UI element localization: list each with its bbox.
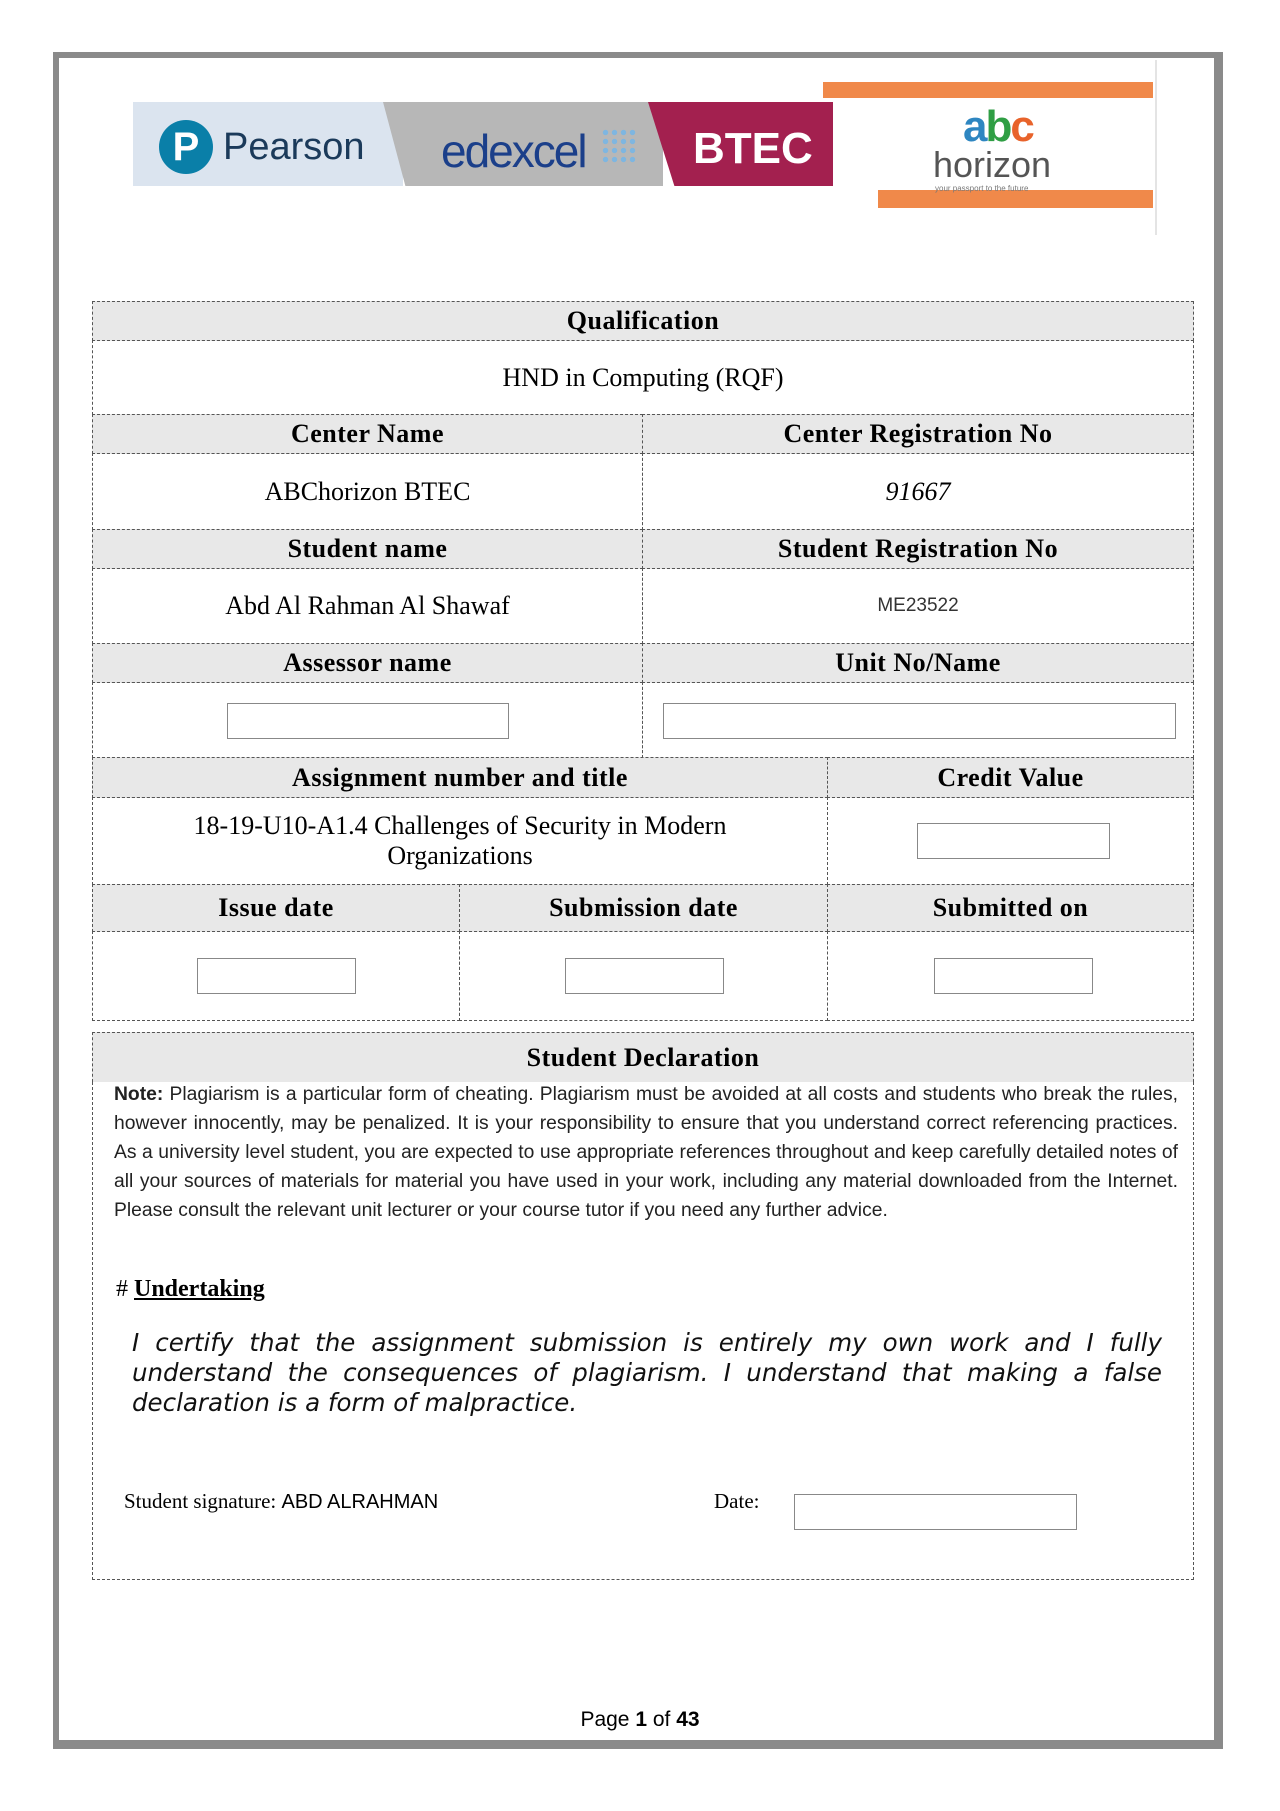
center-registration-header: Center Registration No xyxy=(642,414,1194,454)
undertaking-title xyxy=(116,1276,265,1303)
issue-date-field[interactable] xyxy=(197,958,356,994)
undertaking-label: Undertaking xyxy=(134,1276,265,1302)
abc-logo-text: abc xyxy=(963,102,1033,151)
note-label: Note: xyxy=(114,1084,164,1105)
unit-name-field[interactable] xyxy=(663,703,1176,739)
credit-value-field[interactable] xyxy=(917,823,1110,859)
issue-date-header: Issue date xyxy=(92,884,460,932)
plagiarism-note xyxy=(114,1080,1178,1225)
note-text: Plagiarism is a particular form of cheating. Plagiarism must be avoided at all costs and students who break the rules, however innocently, may be penalized. It is your responsibility to ensure that you understand correct referencing practices. As a university level student, you are expected to use appropriate references throughout and keep carefully detailed notes of all your sources of materials for material you have used in your work, including any material downloaded from the Internet. Please consult the relevant unit lecturer or your course tutor if you need any further advice. xyxy=(114,1084,1178,1221)
unit-name-header: Unit No/Name xyxy=(642,643,1194,683)
page-total: 43 xyxy=(676,1708,700,1731)
pearson-logo-text: Pearson xyxy=(223,126,365,168)
pearson-logo-icon: P xyxy=(159,120,213,174)
assessor-name-field[interactable] xyxy=(227,703,509,739)
qualification-header: Qualification xyxy=(92,301,1194,341)
assessor-name-header: Assessor name xyxy=(92,643,643,683)
declaration-header: Student Declaration xyxy=(92,1032,1194,1082)
credit-value-header: Credit Value xyxy=(827,757,1194,798)
banner-divider xyxy=(1155,60,1157,235)
signature-row xyxy=(124,1489,438,1514)
signature-value: ABD ALRAHMAN xyxy=(281,1491,439,1513)
horizon-logo-text: horizon xyxy=(933,144,1052,185)
student-name-value: Abd Al Rahman Al Shawaf xyxy=(92,568,643,644)
center-name-value: ABChorizon BTEC xyxy=(92,453,643,530)
page-prefix: Page xyxy=(580,1708,636,1731)
edexcel-logo-text: edexcel xyxy=(441,125,586,177)
student-registration-value: ME23522 xyxy=(642,568,1194,644)
assignment-header: Assignment number and title xyxy=(92,757,828,798)
edexcel-dots-icon xyxy=(601,128,637,164)
logo-banner xyxy=(133,80,1153,215)
certify-statement: I certify that the assignment submission is entirely my own work and I fully understand the consequences of plagiarism. I understand that making a false declaration is a form of malpractice. xyxy=(132,1328,1162,1417)
submitted-on-field[interactable] xyxy=(934,958,1093,994)
student-name-header: Student name xyxy=(92,529,643,569)
btec-logo-text: BTEC xyxy=(693,124,813,173)
signature-label: Student signature: xyxy=(124,1489,282,1513)
declaration-date-field[interactable] xyxy=(794,1494,1077,1530)
assignment-value: 18-19-U10-A1.4 Challenges of Security in Modern Organizations xyxy=(92,797,828,885)
submission-date-header: Submission date xyxy=(459,884,828,932)
undertaking-hash: # xyxy=(116,1276,134,1302)
banner-orange-stripe-top xyxy=(823,82,1153,98)
page-number xyxy=(0,1708,1280,1732)
center-name-header: Center Name xyxy=(92,414,643,454)
page-current: 1 xyxy=(635,1708,648,1731)
center-registration-value: 91667 xyxy=(642,453,1194,530)
submission-date-field[interactable] xyxy=(565,958,724,994)
submitted-on-header: Submitted on xyxy=(827,884,1194,932)
declaration-date-label: Date: xyxy=(714,1489,760,1513)
horizon-tagline: your passport to the future xyxy=(935,184,1029,193)
qualification-value: HND in Computing (RQF) xyxy=(92,340,1194,415)
student-registration-header: Student Registration No xyxy=(642,529,1194,569)
page-of: of xyxy=(647,1708,677,1731)
